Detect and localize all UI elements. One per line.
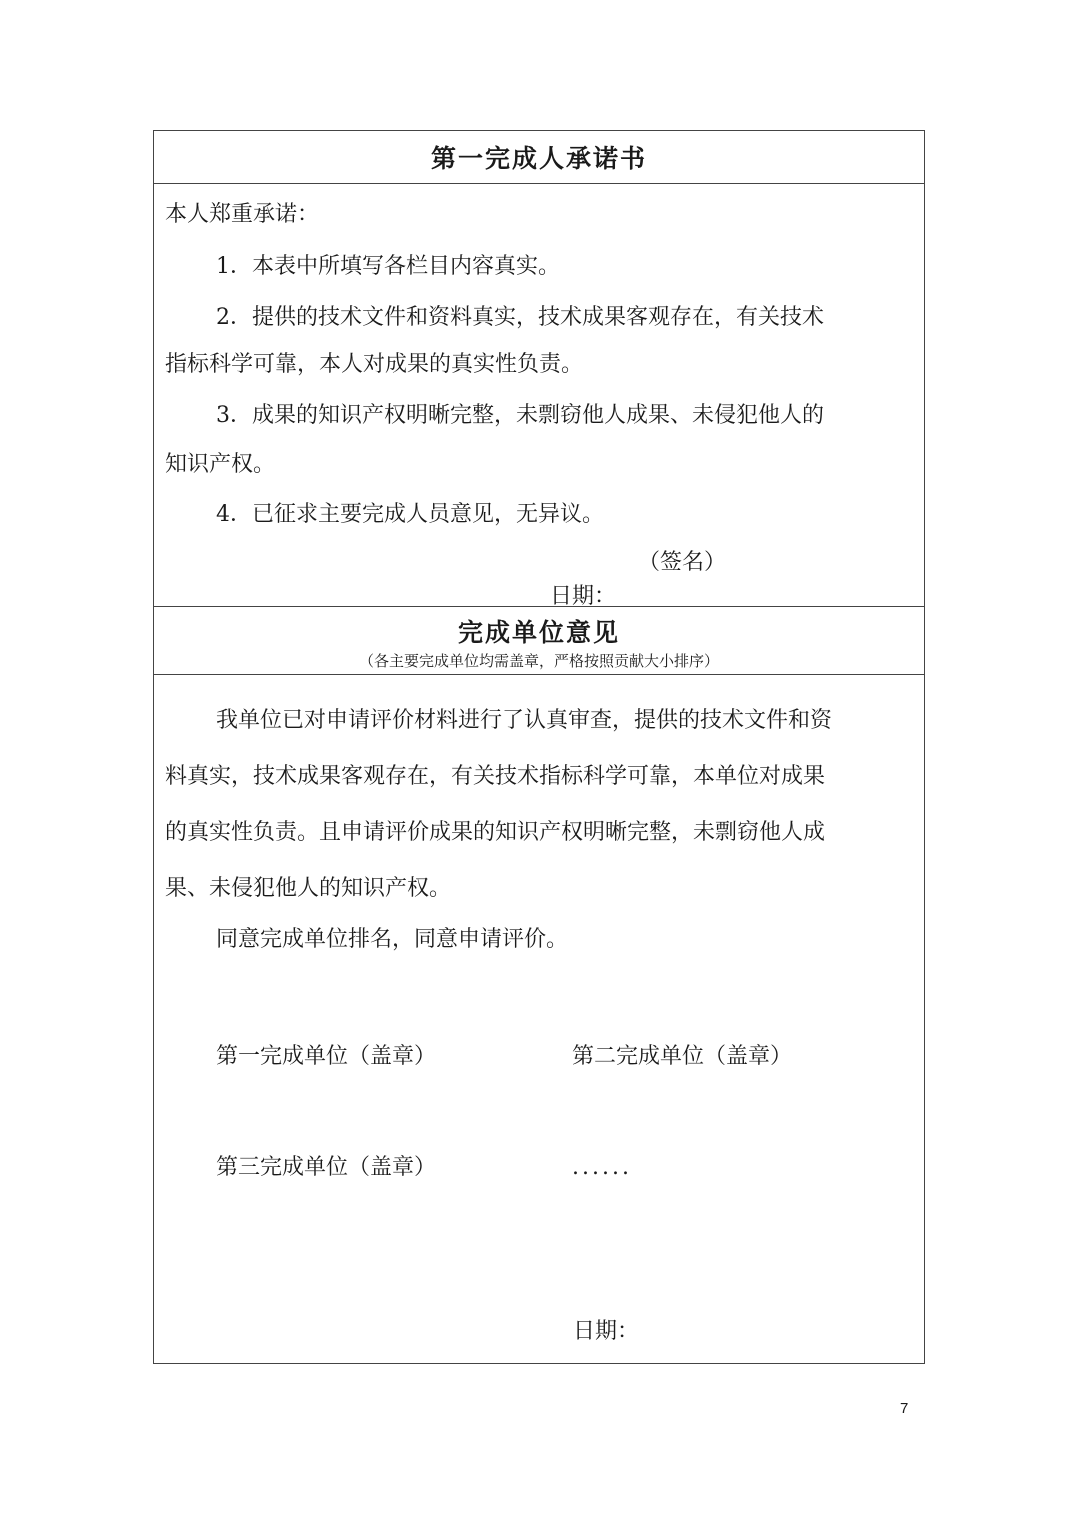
stamp-more-ellipsis: ...... bbox=[572, 1155, 632, 1180]
unit-opinion-subtitle: （各主要完成单位均需盖章，严格按照贡献大小排序） bbox=[358, 652, 719, 670]
unit-opinion-body bbox=[154, 675, 924, 1363]
stamp-second-unit: 第二完成单位（盖章） bbox=[572, 1044, 793, 1069]
stamp-first-unit: 第一完成单位（盖章） bbox=[216, 1044, 437, 1069]
stamp-third-unit: 第三完成单位（盖章） bbox=[216, 1155, 437, 1180]
pledge-item-3-line-2: 知识产权。 bbox=[165, 452, 276, 477]
opinion-para-line-2: 料真实，技术成果客观存在，有关技术指标科学可靠，本单位对成果 bbox=[165, 764, 826, 789]
unit-date-label: 日期： bbox=[573, 1319, 640, 1344]
pledge-item-2-line-2: 指标科学可靠，本人对成果的真实性负责。 bbox=[165, 352, 584, 377]
pledge-item-2-line-1: 2．提供的技术文件和资料真实，技术成果客观存在，有关技术 bbox=[216, 305, 824, 330]
unit-opinion-header bbox=[154, 607, 924, 675]
signature-label: （签名） bbox=[638, 550, 727, 575]
pledge-item-1: 1．本表中所填写各栏目内容真实。 bbox=[216, 254, 560, 279]
opinion-para-line-1: 我单位已对申请评价材料进行了认真审查，提供的技术文件和资 bbox=[216, 708, 833, 733]
opinion-para-line-3: 的真实性负责。且申请评价成果的知识产权明晰完整，未剽窃他人成 bbox=[165, 820, 826, 845]
pledge-item-3-line-1: 3．成果的知识产权明晰完整，未剽窃他人成果、未侵犯他人的 bbox=[216, 403, 824, 428]
unit-opinion-title: 完成单位意见 bbox=[457, 618, 620, 647]
form-table bbox=[153, 130, 925, 1364]
pledge-body bbox=[154, 184, 924, 607]
agree-line: 同意完成单位排名，同意申请评价。 bbox=[216, 927, 569, 952]
page-number: 7 bbox=[900, 1400, 909, 1417]
pledge-item-4: 4．已征求主要完成人员意见，无异议。 bbox=[216, 502, 604, 527]
opinion-para-line-4: 果、未侵犯他人的知识产权。 bbox=[165, 876, 452, 901]
pledge-date-label: 日期： bbox=[550, 584, 617, 609]
pledge-intro: 本人郑重承诺： bbox=[165, 202, 320, 227]
pledge-title: 第一完成人承诺书 bbox=[154, 131, 924, 184]
